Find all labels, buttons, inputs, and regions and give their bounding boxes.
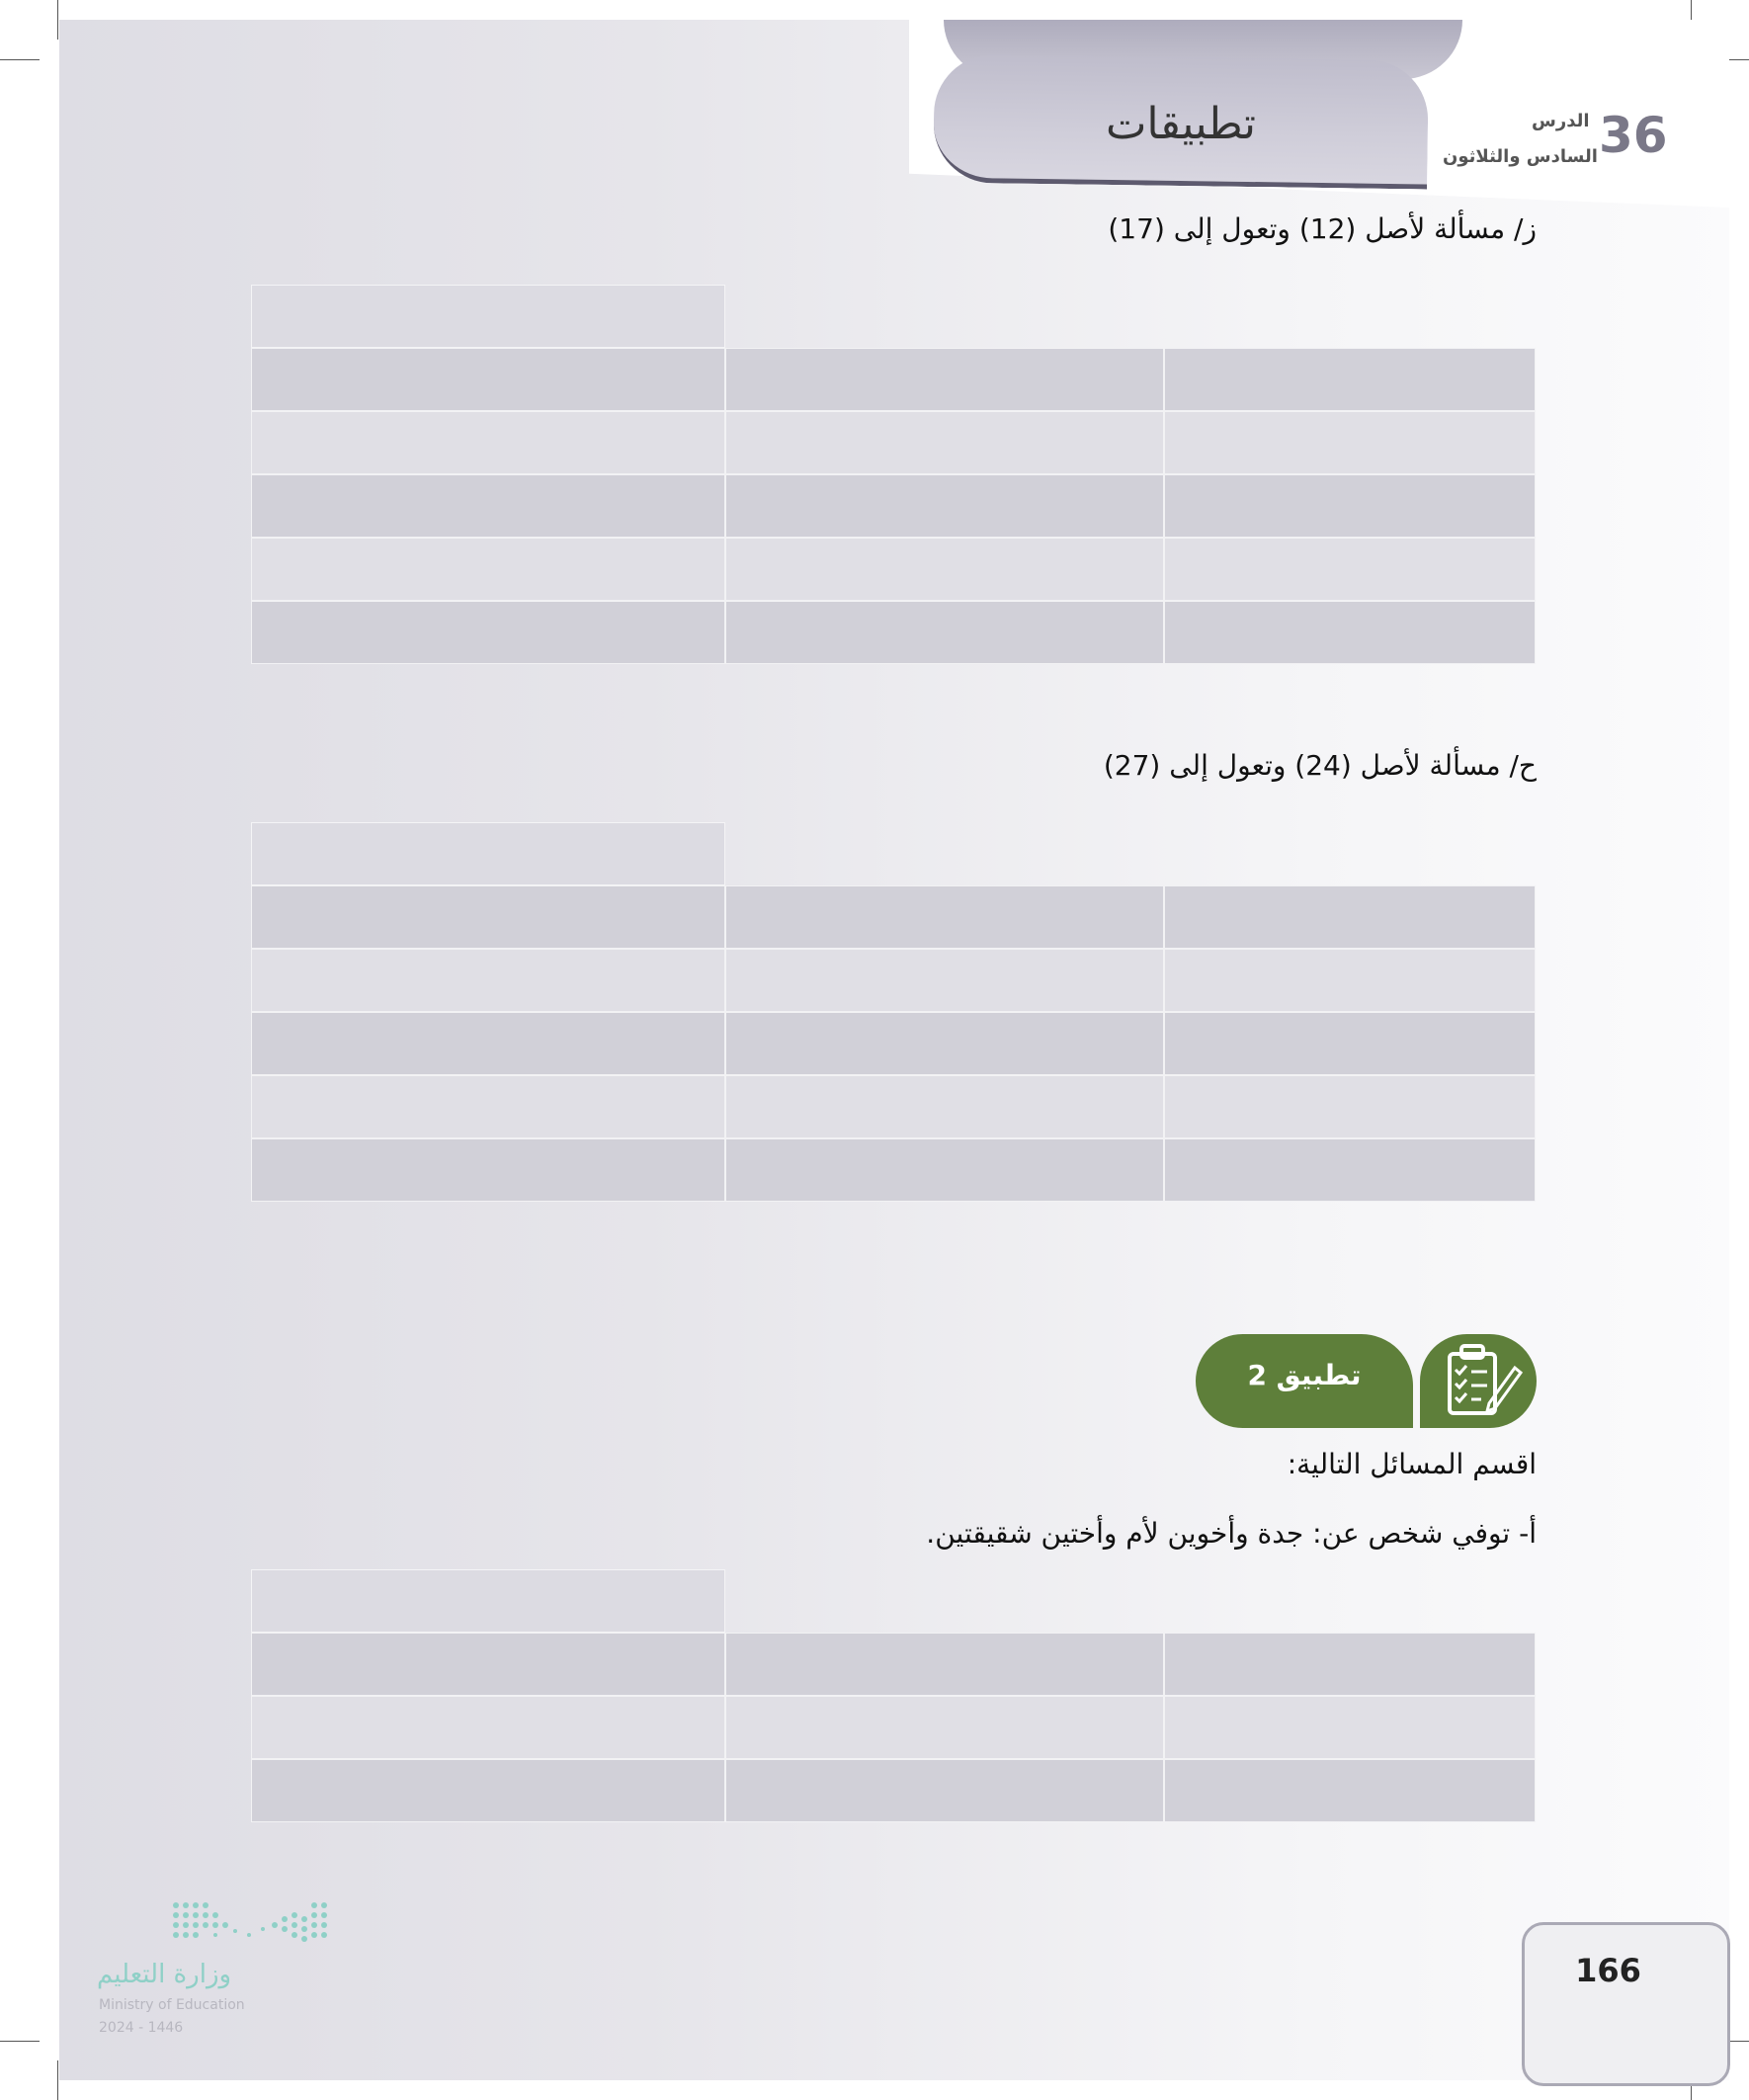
application-instruction: اقسم المسائل التالية: bbox=[1287, 1448, 1537, 1480]
table-row bbox=[251, 411, 1536, 474]
table-row bbox=[251, 885, 1536, 949]
ministry-name-english: Ministry of Education bbox=[99, 1997, 245, 2013]
application-badge-label: تطبيق 2 bbox=[1247, 1359, 1362, 1391]
crop-mark bbox=[57, 2060, 58, 2100]
table-row bbox=[251, 1012, 1536, 1075]
table-row bbox=[251, 474, 1536, 538]
page-number-box bbox=[1522, 1922, 1730, 2086]
crop-mark bbox=[0, 59, 40, 60]
table-row bbox=[251, 1075, 1536, 1138]
page-number: 166 bbox=[1575, 1952, 1641, 1989]
lesson-number: 36 bbox=[1599, 107, 1668, 164]
lesson-ordinal: السادس والثلاثون bbox=[1443, 146, 1598, 167]
table-caption-cell[interactable] bbox=[251, 1569, 725, 1633]
table-row bbox=[251, 348, 1536, 411]
ministry-name-arabic: وزارة التعليم bbox=[97, 1960, 232, 1989]
ministry-logo-icon bbox=[170, 1899, 328, 1949]
edition-year: 2024 - 1446 bbox=[99, 2020, 184, 2036]
question-z: ز/ مسألة لأصل (12) وتعول إلى (17) bbox=[1108, 212, 1537, 245]
application-icon-box bbox=[1420, 1334, 1537, 1428]
table-row bbox=[251, 1138, 1536, 1202]
table-row bbox=[251, 1759, 1536, 1822]
crop-mark bbox=[0, 2041, 40, 2042]
application-item-a: أ- توفي شخص عن: جدة وأخوين لأم وأختين شقيقتين. bbox=[926, 1517, 1537, 1550]
page-title: تطبيقات bbox=[1106, 99, 1256, 149]
table-caption-cell[interactable] bbox=[251, 285, 725, 348]
table-caption-cell[interactable] bbox=[251, 822, 725, 885]
table-row bbox=[251, 601, 1536, 664]
table-row bbox=[251, 538, 1536, 601]
table-row bbox=[251, 949, 1536, 1012]
table-row bbox=[251, 1633, 1536, 1696]
lesson-label: الدرس bbox=[1532, 111, 1590, 131]
clipboard-checklist-icon bbox=[1420, 1334, 1537, 1428]
table-row bbox=[251, 1696, 1536, 1759]
question-h: ح/ مسألة لأصل (24) وتعول إلى (27) bbox=[1103, 749, 1537, 782]
crop-mark bbox=[57, 0, 58, 40]
